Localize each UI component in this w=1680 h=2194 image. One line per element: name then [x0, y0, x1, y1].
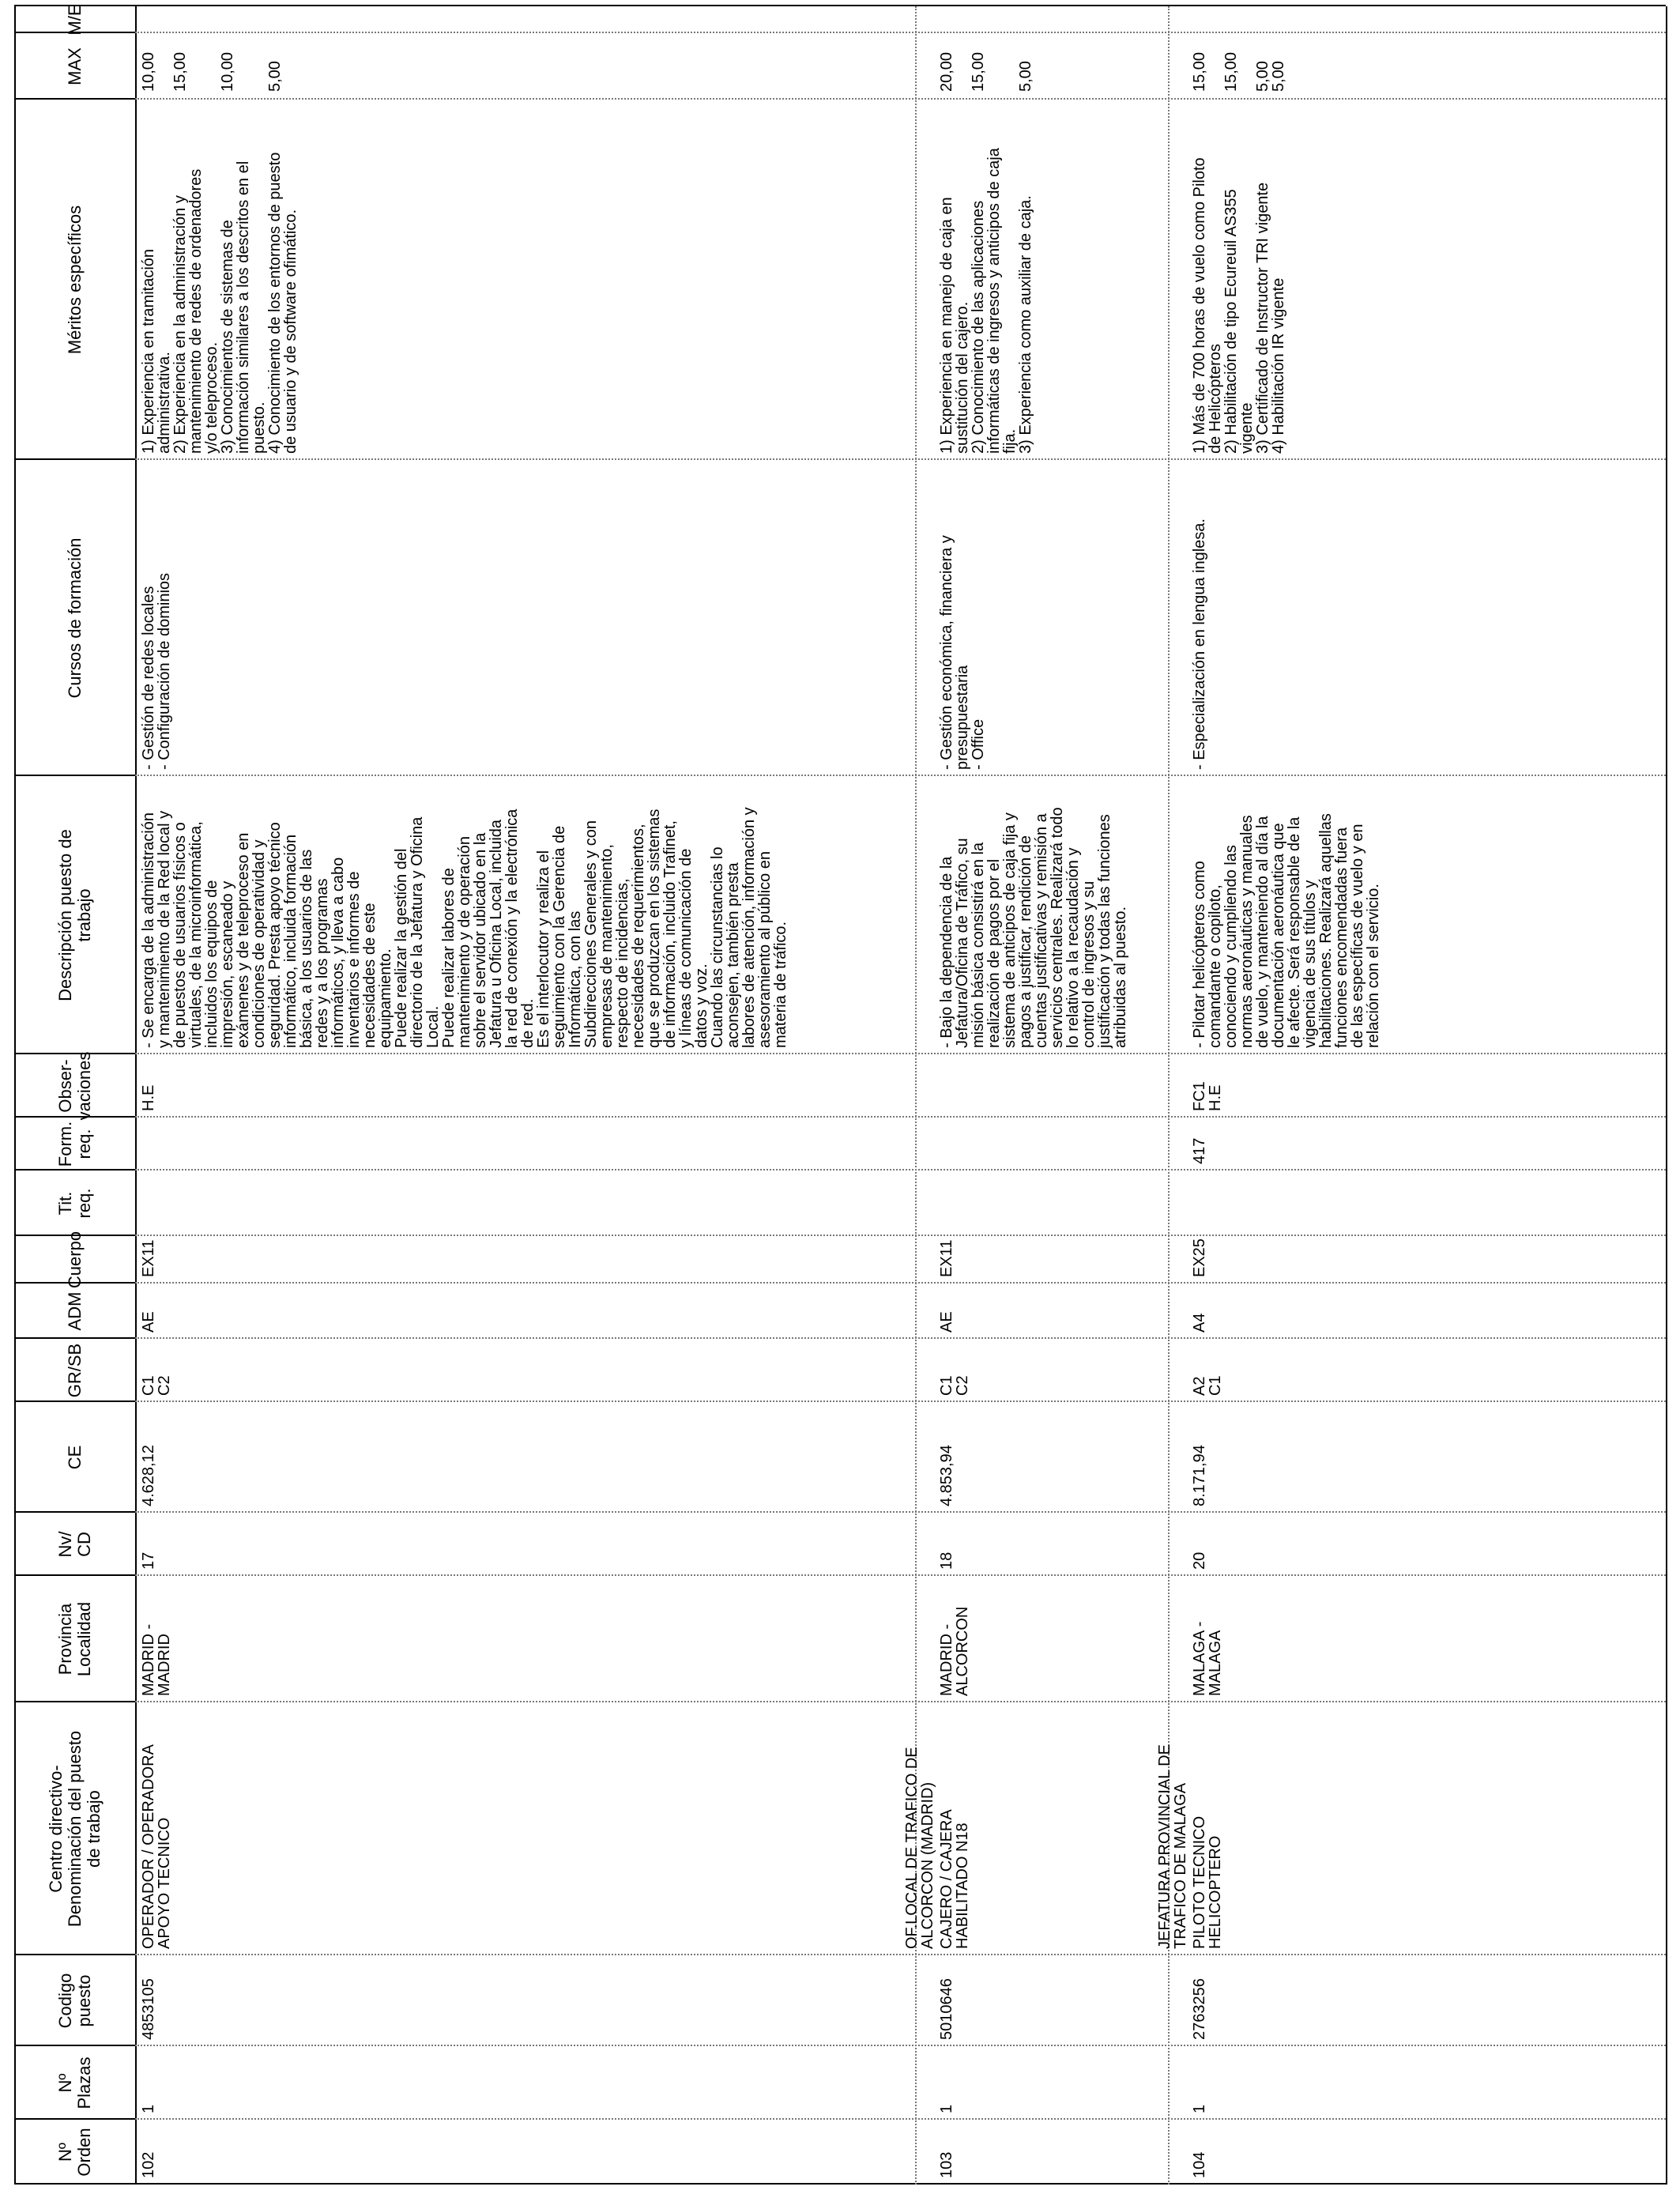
cell-meritos-line: y/o teleproceso.	[203, 341, 220, 454]
cell-plazas	[939, 2048, 955, 2113]
cell-codigo	[141, 1957, 156, 2040]
cell-form	[1192, 1119, 1207, 1164]
cell-descripcion-line: vigencia de sus títulos y	[1301, 880, 1319, 1048]
header-codigo-line: Codigo	[55, 1973, 75, 2029]
cell-cuerpo-line: EX11	[140, 1239, 157, 1277]
cell-meritos	[1192, 101, 1286, 454]
cell-descripcion-line: y mantenimiento de la Red local y	[156, 810, 173, 1048]
header-codigo	[17, 1955, 132, 2046]
cell-descripcion-line: informáticos, y lleva a cabo	[330, 857, 347, 1048]
header-form-line: req.	[73, 1129, 94, 1159]
cell-meritos-line: 3) Conocimientos de sistemas de	[219, 220, 236, 454]
header-ce	[17, 1402, 132, 1513]
cell-descripcion-line: condiciones de operatividad y	[250, 839, 268, 1048]
cell-nivel-line: 20	[1191, 1551, 1208, 1570]
cell-codigo-line: 4853105	[140, 1978, 157, 2040]
cell-descripcion-line: seguimiento con la Gerencia de	[551, 825, 568, 1048]
header-adm	[17, 1284, 132, 1339]
cell-nivel-line: 17	[140, 1551, 157, 1570]
cell-cursos-line: - Office	[970, 718, 987, 770]
cell-max: 20,00	[938, 51, 955, 92]
cell-descripcion-line: - Bajo la dependencia de la	[938, 856, 955, 1048]
column-dotted-rule	[135, 2118, 1666, 2120]
cell-descripcion-line: misión básica consistirá en la	[970, 842, 987, 1048]
column-dotted-rule	[135, 1116, 1666, 1118]
column-dotted-rule	[135, 1400, 1666, 1402]
cell-grupo	[141, 1340, 172, 1396]
cell-nivel	[141, 1514, 156, 1570]
column-dotted-rule	[135, 1574, 1666, 1576]
column-dotted-rule	[135, 1701, 1666, 1702]
cell-plazas	[1192, 2048, 1207, 2113]
cell-adm	[141, 1285, 156, 1333]
cell-adm-line: AE	[140, 1311, 157, 1333]
cell-descripcion-line: sistema de anticipos de caja fija y	[1001, 812, 1019, 1048]
cell-max: 10,00	[219, 51, 236, 92]
header-centro-line: de trabajo	[83, 1790, 104, 1868]
header-plazas	[17, 2046, 132, 2120]
cell-cuerpo-line: EX25	[1191, 1238, 1208, 1277]
header-me-line: M/E	[64, 4, 85, 36]
cell-nivel-line: 18	[938, 1551, 955, 1570]
cell-cursos-line: - Gestión económica, financiera y	[938, 535, 955, 770]
cell-codigo	[939, 1957, 955, 2040]
header-cuerpo-line: Cuerpo	[64, 1231, 85, 1289]
cell-ce	[1192, 1404, 1207, 1506]
header-meritos	[17, 100, 132, 460]
header-ce-line: CE	[64, 1445, 85, 1470]
cell-meritos-line: fija.	[1001, 428, 1019, 454]
cell-descripcion-line: equipamiento.	[377, 948, 394, 1048]
header-obs	[17, 1051, 132, 1121]
cell-descripcion-line: justificación y todas las funciones	[1096, 814, 1113, 1048]
header-divider	[135, 6, 137, 2185]
cell-descripcion-line: Jefatura u Oficina Local, incluida	[488, 819, 505, 1048]
cell-ce-line: 4.853,94	[938, 1445, 955, 1506]
cell-max: 15,00	[1222, 51, 1240, 92]
cell-codigo	[1192, 1957, 1207, 2040]
column-dotted-rule	[135, 98, 1666, 100]
header-cuerpo	[17, 1231, 132, 1289]
header-plazas-line: Plazas	[73, 2056, 94, 2109]
cell-provincia	[141, 1578, 172, 1696]
cell-descripcion-line: incluidos los equipos de	[203, 880, 220, 1048]
cell-obs-line: H.E	[140, 1084, 157, 1111]
cell-meritos-line: 3) Certificado de Instructor TRI vigente	[1254, 182, 1271, 454]
cell-descripcion-line: de vuelo, y manteniendo al día la	[1254, 816, 1271, 1048]
cell-centro-line: JEFATURA PROVINCIAL DE	[1156, 1744, 1173, 1949]
cell-cursos-line: - Configuración de dominios	[156, 572, 173, 770]
cell-centro	[1157, 1704, 1188, 1949]
cell-descripcion-line: funciones encomendadas fuera	[1333, 827, 1350, 1048]
cell-descripcion-line: documentación aeronáutica que	[1270, 823, 1287, 1048]
cell-cursos	[141, 462, 172, 770]
cell-meritos-line: administrativa.	[156, 352, 173, 454]
cell-descripcion-line: Local.	[424, 1005, 442, 1048]
column-dotted-rule	[135, 2045, 1666, 2046]
cell-descripcion-line: comandante o copiloto,	[1207, 884, 1224, 1048]
header-meritos-line: Méritos específicos	[64, 205, 85, 355]
column-dotted-rule	[135, 1511, 1666, 1513]
cell-grupo-line: C1	[1207, 1375, 1224, 1396]
cell-obs	[141, 1056, 156, 1111]
cell-codigo-line: 5010646	[938, 1978, 955, 2040]
header-grupo	[17, 1339, 132, 1402]
cell-ce	[141, 1404, 156, 1506]
cell-nivel	[1192, 1514, 1207, 1570]
cell-centro-line: HELICOPTERO	[1207, 1835, 1224, 1949]
header-tit-line: req.	[73, 1188, 94, 1219]
cell-provincia-line: ALCORCON	[954, 1606, 971, 1696]
cell-descripcion-line: inventarios e informes de	[345, 871, 363, 1048]
cell-cuerpo-line: EX11	[938, 1239, 955, 1277]
header-cursos	[17, 460, 132, 776]
column-dotted-rule	[135, 32, 1666, 33]
cell-adm-line: A4	[1191, 1313, 1208, 1333]
cell-cursos	[1192, 462, 1207, 770]
cell-provincia-line: MALAGA -	[1191, 1621, 1208, 1696]
cell-meritos-line: sustitución del cajero.	[954, 301, 971, 454]
cell-descripcion-line: de información, incluido Trafinet,	[661, 820, 679, 1048]
header-orden-line: Orden	[73, 2128, 94, 2177]
cell-descripcion-line: que se produzcan en los sistemas	[646, 809, 663, 1048]
column-dotted-rule	[135, 1954, 1666, 1955]
table-border-top	[14, 6, 16, 2185]
cell-descripcion-line: empresas de mantenimiento,	[598, 844, 616, 1048]
cell-descripcion-line: habilitaciones. Realizará aquellas	[1317, 813, 1335, 1048]
cell-cursos-line: - Gestión de redes locales	[140, 586, 157, 770]
cell-centro-line: OF.LOCAL DE TRAFICO DE	[903, 1747, 921, 1949]
cell-orden	[1192, 2121, 1207, 2178]
cell-plazas-line: 1	[938, 2104, 955, 2113]
cell-grupo-line: C1	[938, 1375, 955, 1396]
column-dotted-rule	[135, 1169, 1666, 1171]
cell-orden-line: 103	[938, 2151, 955, 2178]
header-plazas-line: Nº	[55, 2073, 75, 2093]
cell-max: 15,00	[171, 51, 189, 92]
header-form-line: Form.	[55, 1121, 75, 1167]
cell-provincia	[1192, 1578, 1223, 1696]
cell-orden	[141, 2121, 156, 2178]
header-descripcion	[17, 776, 132, 1054]
cell-grupo	[939, 1340, 970, 1396]
header-codigo-line: puesto	[73, 1974, 94, 2027]
cell-meritos-line: mantenimiento de redes de ordenadores	[187, 168, 205, 454]
cell-obs-line: H.E	[1207, 1084, 1224, 1111]
cell-descripcion-line: control de ingresos y su	[1080, 880, 1098, 1048]
cell-obs-line: FC1	[1191, 1081, 1208, 1111]
cell-codigo-line: 2763256	[1191, 1978, 1208, 2040]
cell-descripcion-line: Jefatura/Oficina de Tráfico, su	[954, 838, 971, 1048]
cell-ce	[939, 1404, 955, 1506]
cell-plazas-line: 1	[1191, 2104, 1208, 2113]
cell-plazas	[141, 2048, 156, 2113]
header-descripcion-line: Descripción puesto de	[55, 829, 75, 1001]
header-obs-line: Obser-	[55, 1059, 75, 1113]
cell-centro	[141, 1704, 172, 1949]
cell-centro	[904, 1704, 936, 1949]
cell-grupo-line: C2	[954, 1375, 971, 1396]
header-provincia-line: Localidad	[73, 1601, 94, 1677]
cell-ce-line: 4.628,12	[140, 1445, 157, 1506]
cell-descripcion-line: directorio de la Jefatura y Oficina	[409, 816, 426, 1048]
cell-descripcion-line: sobre el servidor ubicado en la	[472, 832, 489, 1048]
cell-centro-line: CAJERO / CAJERA	[938, 1809, 955, 1949]
cell-max: 5,00	[1270, 61, 1287, 92]
cell-descripcion-line: virtuales, de la microinformática,	[187, 821, 205, 1048]
cell-descripcion	[939, 778, 1128, 1048]
cell-centro-line: OPERADOR / OPERADORA	[140, 1744, 157, 1949]
header-form	[17, 1118, 132, 1171]
cell-descripcion-line: realización de pagos por el	[985, 858, 1003, 1048]
header-nivel-line: Nv/	[55, 1531, 75, 1558]
column-dotted-rule	[135, 1053, 1666, 1054]
header-max	[17, 33, 132, 100]
cell-orden-line: 104	[1191, 2151, 1208, 2178]
cell-grupo-line: A2	[1191, 1376, 1208, 1396]
cell-descripcion-line: cuentas justificativas y remisión a	[1033, 813, 1050, 1048]
cell-grupo-line: C2	[156, 1375, 173, 1396]
cell-descripcion-line: relación con el servicio.	[1365, 884, 1382, 1048]
cell-max: 10,00	[140, 51, 157, 92]
cell-meritos-line: informáticas de ingresos y anticipos de caja	[985, 148, 1003, 454]
cell-descripcion-line: pagos a justificar, rendición de	[1017, 835, 1034, 1048]
column-dotted-rule	[135, 458, 1666, 460]
cell-centro	[939, 1704, 970, 1949]
header-centro-line: Denominación del puesto	[64, 1730, 85, 1928]
column-dotted-rule	[135, 775, 1666, 776]
cell-descripcion-line: - Pilotar helicópteros como	[1191, 861, 1208, 1048]
header-centro-line: Centro directivo-	[45, 1765, 66, 1893]
cell-descripcion-line: necesidades de este	[361, 903, 379, 1048]
cell-descripcion-line: Puede realizar labores de	[440, 868, 458, 1048]
table-border-bottom	[1666, 6, 1667, 2185]
cell-grupo-line: C1	[140, 1375, 157, 1396]
cell-descripcion-line: - Se encarga de la administración	[140, 812, 157, 1048]
cell-descripcion-line: redes y a los programas	[314, 878, 331, 1048]
header-tit	[17, 1171, 132, 1236]
header-me	[17, 4, 132, 36]
cell-descripcion-line: informático, incluida formación	[282, 834, 299, 1048]
cell-ce-line: 8.171,94	[1191, 1445, 1208, 1506]
cell-descripcion-line: mantenimiento y de operación	[456, 836, 473, 1048]
header-max-line: MAX	[64, 47, 85, 85]
header-cursos-line: Cursos de formación	[64, 537, 85, 699]
cell-cursos	[939, 462, 986, 770]
cell-descripcion	[141, 778, 789, 1048]
cell-descripcion-line: Puede realizar la gestión del	[393, 848, 410, 1048]
header-centro	[17, 1702, 132, 1955]
cell-descripcion-line: materia de tráfico.	[772, 921, 789, 1048]
cell-provincia-line: MADRID -	[938, 1623, 955, 1696]
cell-meritos-line: 4) Conocimiento de los entornos de puesto	[266, 152, 284, 454]
cell-orden-line: 102	[140, 2151, 157, 2178]
cell-descripcion-line: atribuidas al puesto.	[1112, 906, 1129, 1048]
cell-descripcion	[1192, 778, 1381, 1048]
cell-descripcion-line: normas aeronáuticas y manuales	[1238, 815, 1256, 1048]
cell-cuerpo	[1192, 1238, 1207, 1277]
cell-descripcion-line: Subdirecciones Generales y con	[582, 820, 600, 1048]
cell-form-line: 417	[1191, 1137, 1208, 1164]
cell-obs	[1192, 1056, 1223, 1111]
cell-descripcion-line: servicios centrales. Realizará todo	[1049, 807, 1066, 1048]
cell-provincia-line: MADRID -	[140, 1623, 157, 1696]
cell-max: 15,00	[1191, 51, 1208, 92]
cell-meritos	[141, 101, 299, 454]
cell-cuerpo	[141, 1238, 156, 1277]
table-border-right	[14, 5, 1666, 6]
cell-descripcion-line: conociendo y cumpliendo las	[1222, 845, 1240, 1048]
header-orden-line: Nº	[55, 2143, 75, 2162]
cell-meritos-line: 3) Experiencia como auxiliar de caja.	[1017, 195, 1034, 454]
cell-descripcion-line: aconsejen, también presta	[725, 862, 742, 1048]
cell-max: 5,00	[266, 61, 284, 92]
cell-meritos-line: 1) Experiencia en manejo de caja en	[938, 197, 955, 454]
cell-provincia	[939, 1578, 970, 1696]
cell-nivel	[939, 1514, 955, 1570]
cell-descripcion-line: seguridad. Presta apoyo técnico	[266, 822, 284, 1048]
cell-descripcion-line: exámenes y de teleproceso en	[235, 832, 252, 1048]
cell-centro	[1192, 1704, 1223, 1949]
cell-meritos-line: 2) Experiencia en la administración y	[171, 195, 189, 454]
column-dotted-rule	[135, 1235, 1666, 1236]
cell-descripcion-line: y líneas de comunicación de	[677, 848, 695, 1048]
cell-cursos-line: presupuestaria	[954, 665, 971, 770]
cell-centro-line: ALCORCON (MADRID)	[919, 1781, 936, 1949]
cell-meritos-line: 2) Conocimiento de las aplicaciones	[970, 200, 987, 454]
cell-descripcion-line: labores de atención, información y	[740, 807, 758, 1048]
cell-provincia-line: MALAGA	[1207, 1630, 1224, 1696]
cell-grupo	[1192, 1340, 1223, 1396]
cell-meritos-line: de Helicópteros	[1207, 344, 1224, 454]
cell-max: 15,00	[970, 51, 987, 92]
cell-descripcion-line: le afecte. Será responsable de la	[1286, 816, 1303, 1048]
column-dotted-rule	[135, 1282, 1666, 1284]
cell-centro-line: TRAFICO DE MALAGA	[1172, 1782, 1189, 1949]
cell-cuerpo	[939, 1238, 955, 1277]
cell-max: 5,00	[1254, 61, 1271, 92]
cell-adm	[1192, 1285, 1207, 1333]
cell-adm	[939, 1285, 955, 1333]
header-nivel	[17, 1513, 132, 1576]
cell-descripcion-line: datos y voz.	[693, 963, 710, 1048]
cell-descripcion-line: Es el interlocutor y realiza el	[535, 850, 552, 1048]
header-provincia-line: Provincia	[55, 1603, 75, 1676]
cell-descripcion-line: asesoramiento al público en	[756, 850, 774, 1048]
table-border-left	[14, 2183, 1666, 2185]
cell-meritos-line: puesto.	[250, 401, 268, 454]
cell-orden	[939, 2121, 955, 2178]
cell-centro-line: PILOTO TECNICO	[1191, 1815, 1208, 1949]
header-orden	[17, 2120, 132, 2185]
header-descripcion-line: trabajo	[73, 888, 94, 942]
cell-cursos-line: - Especialización en lengua inglesa.	[1191, 518, 1208, 770]
cell-descripcion-line: necesidades de requerimientos,	[630, 824, 647, 1048]
cell-descripcion-line: de red.	[519, 998, 537, 1048]
cell-descripcion-line: Informática, con las	[567, 910, 584, 1048]
cell-meritos-line: 1) Experiencia en tramitación	[140, 248, 157, 454]
cell-meritos-line: 2) Habilitación de tipo Ecureuil AS355	[1222, 189, 1240, 454]
cell-descripcion-line: de las específicas de vuelo y en	[1349, 824, 1366, 1048]
cell-max: 5,00	[1017, 61, 1034, 92]
header-adm-line: ADM	[64, 1291, 85, 1331]
header-provincia	[17, 1576, 132, 1702]
header-nivel-line: CD	[73, 1532, 94, 1557]
cell-plazas-line: 1	[140, 2104, 157, 2113]
cell-meritos-line: 4) Habilitación IR vigente	[1270, 277, 1287, 454]
cell-meritos-line: vigente	[1238, 402, 1256, 454]
cell-meritos-line: de usuario y de software ofimático.	[282, 209, 299, 454]
cell-provincia-line: MADRID	[156, 1634, 173, 1696]
header-obs-line: vaciones	[73, 1051, 94, 1121]
cell-meritos-line: 1) Más de 700 horas de vuelo como Piloto	[1191, 157, 1208, 454]
cell-descripcion-line: impresión, escaneado y	[219, 880, 236, 1048]
cell-adm-line: AE	[938, 1311, 955, 1333]
cell-centro-line: HABILITADO N18	[954, 1823, 971, 1949]
cell-descripcion-line: respecto de incidencias,	[614, 878, 631, 1048]
cell-descripcion-line: Cuando las circunstancias lo	[709, 846, 726, 1048]
header-tit-line: Tit.	[55, 1191, 75, 1216]
cell-meritos-line: información similares a los descritos en el	[235, 160, 252, 454]
cell-descripcion-line: la red de conexión y la electrónica	[503, 809, 521, 1048]
cell-descripcion-line: de puestos de usuarios físicos o	[171, 822, 189, 1048]
cell-meritos	[939, 101, 1034, 454]
cell-descripcion-line: básica, a los usuarios de las	[298, 849, 315, 1048]
cell-centro-line: APOYO TECNICO	[156, 1817, 173, 1949]
column-dotted-rule	[135, 1337, 1666, 1339]
header-grupo-line: GR/SB	[64, 1343, 85, 1398]
cell-descripcion-line: lo relativo a la recaudación y	[1064, 847, 1082, 1048]
